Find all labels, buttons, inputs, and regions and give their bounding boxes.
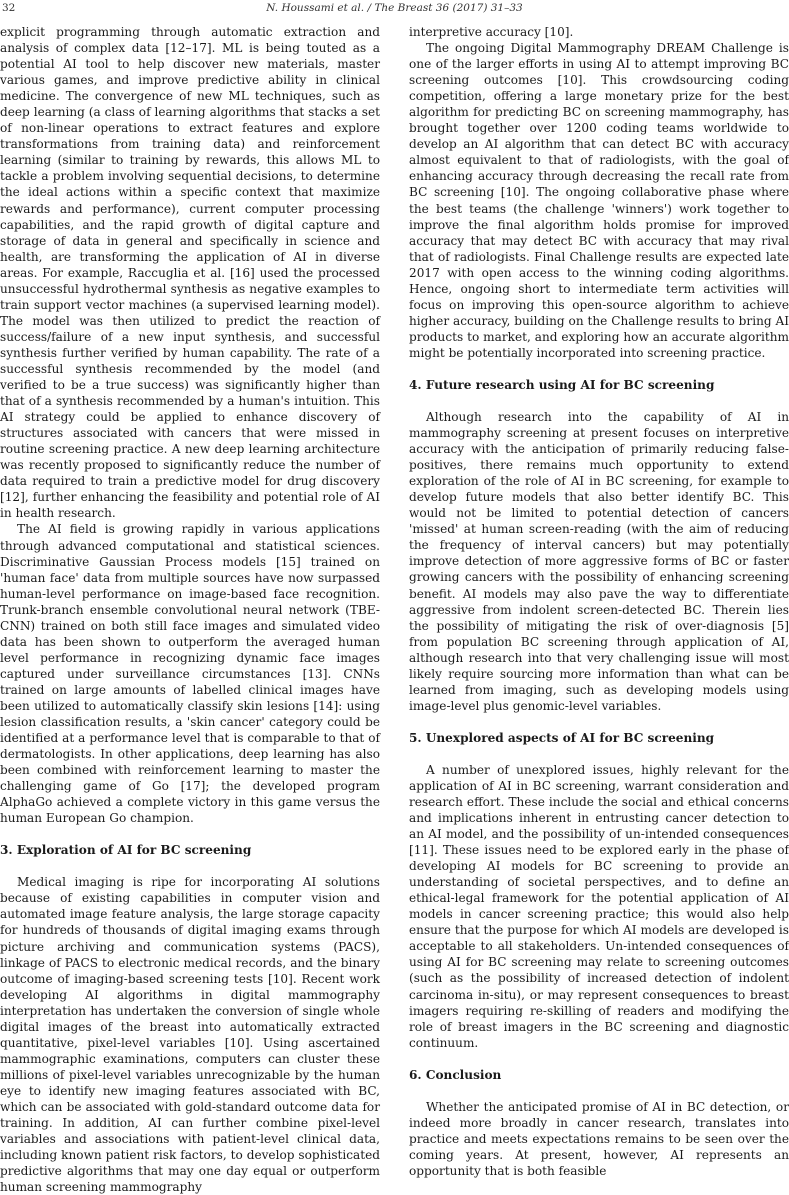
- running-header: [0, 0, 789, 22]
- left-paragraph-2: The AI field is growing rapidly in various applications through advanced computational and statistical sciences. Discriminative Gaussian Process models [15] trained on 'human face' data from multiple sources have now surpassed human-level performance on image-based face recognition. Trunk-branch ensemble convolutional neural network (TBE-CNN) trained on both still face images and simulated video data has been shown to outperform the averaged human level performance in recognizing dynamic face images captured under surveillance circumstances [13]. CNNs trained on large amounts of labelled clinical images have been utilized to automatically classify skin lesions [14]: using lesion classification results, a 'skin cancer' category could be identified at a performance level that is comparable to that of dermatologists. In other applications, deep learning has also been combined with reinforcement learning to master the challenging game of Go [17]; the developed program AlphaGo achieved a complete victory in this game versus the human European Go champion.: [0, 522, 380, 826]
- right-paragraph-2: Although research into the capability of AI in mammography screening at present focuses on interpretive accuracy with the anticipation of primarily reducing false-positives, there remains much opportunity to extend exploration of the role of AI in BC screening, for example to develop future models that also better identify BC. This would not be limited to potential detection of cancers 'missed' at human screen-reading (with the aim of reducing the frequency of interval cancers) but may potentially improve detection of more aggressive forms of BC or faster growing cancers with the possibility of enhancing screening benefit. AI models may also pave the way to differentiate aggressive from indolent screen-detected BC. Therein lies the possibility of mitigating the risk of over-diagnosis [5] from population BC screening through application of AI, although research into that very challenging issue will most likely require sourcing more information than what can be learned from imaging, such as developing models using image-level plus genomic-level variables.: [409, 409, 789, 713]
- left-paragraph-3: Medical imaging is ripe for incorporating AI solutions because of existing capabilities in computer vision and automated image feature analysis, the large storage capacity for hundreds of thousands of digital imaging exams through picture archiving and communication systems (PACS), linkage of PACS to electronic medical records, and the binary outcome of imaging-based screening tests [10]. Recent work developing AI algorithms in digital mammography interpretation has undertaken the conversion of single whole digital images of the breast into automatically extracted quantitative, pixel-level variables [10]. Using ascertained mammographic examinations, computers can cluster these millions of pixel-level variables unrecognizable by the human eye to identify new imaging features associated with BC, which can be associated with gold-standard outcome data for training. In addition, AI can further combine pixel-level variables and associations with patient-level clinical data, including known patient risk factors, to develop sophisticated predictive algorithms that may one day equal or outperform human screening mammography: [0, 875, 380, 1195]
- page-number: 32: [2, 2, 16, 14]
- right-paragraph-4: Whether the anticipated promise of AI in BC detection, or indeed more broadly in cancer research, translates into practice and meets expectations remains to be seen over the coming years. At present, however, AI represents an opportunity that is both feasible: [409, 1099, 789, 1178]
- right-column: [409, 24, 789, 1179]
- right-paragraph-1: The ongoing Digital Mammography DREAM Challenge is one of the larger efforts in using AI to attempt improving BC screening outcomes [10]. This crowdsourcing coding competition, offering a large monetary prize for the best algorithm for predicting BC on screening mammography, has brought together over 1200 coding teams worldwide to develop an AI algorithm that can detect BC with accuracy almost equivalent to that of radiologists, with the goal of enhancing accuracy through decreasing the recall rate from BC screening [10]. The ongoing collaborative phase where the best teams (the challenge 'winners') work together to improve the final algorithm holds promise for improved accuracy that may detect BC with accuracy that may rival that of radiologists. Final Challenge results are expected late 2017 with open access to the winning coding algorithms. Hence, ongoing short to intermediate term activities will focus on improving this open-source algorithm to achieve higher accuracy, building on the Challenge results to bring AI products to market, and exploring how an accurate algorithm might be potentially incorporated into screening practice.: [409, 41, 789, 360]
- left-column: [0, 24, 380, 1195]
- section-5-heading: 5. Unexplored aspects of AI for BC screening: [409, 730, 715, 745]
- right-paragraph-3: A number of unexplored issues, highly relevant for the application of AI in BC screening, warrant consideration and research effort. These include the social and ethical concerns and implications inherent in entrusting cancer detection to an AI model, and the possibility of un-intended consequences [11]. These issues need to be explored early in the phase of developing AI models for BC screening to provide an understanding of societal perspectives, and to define an ethical-legal framework for the potential application of AI models in cancer screening practice; this would also help ensure that the purpose for which AI models are developed is acceptable to all stakeholders. Un-intended consequences of using AI for BC screening may relate to screening outcomes (such as the possibility of increased detection of indolent carcinoma in-situ), or may represent consequences to breast imagers requiring re-skilling of readers and modifying the role of breast imagers in the BC screening and diagnostic continuum.: [409, 762, 789, 1050]
- right-paragraph-0: interpretive accuracy [10].: [409, 25, 574, 39]
- running-title: N. Houssami et al. / The Breast 36 (2017) 31–33: [266, 2, 523, 14]
- left-paragraph-1: explicit programming through automatic extraction and analysis of complex data [12–17]. ML is being touted as a potential AI tool to help discover new materials, master various games, and improve predictive ability in clinical medicine. The convergence of new ML techniques, such as deep learning (a class of learning algorithms that stacks a set of non-linear operations to extract features and explore transformations from training data) and reinforcement learning (similar to training by rewards, this allows ML to tackle a problem involving sequential decisions, to determine the ideal actions within a specific context that maximize rewards and performance), current computer processing capabilities, and the rapid growth of digital capture and storage of data in general and specifically in science and health, are transforming the application of AI in diverse areas. For example, Raccuglia et al. [16] used the processed unsuccessful hydrothermal synthesis as negative examples to train support vector machines (a supervised learning model). The model was then utilized to predict the reaction of success/failure of a new input synthesis, and successful synthesis further verified by human capability. The rate of a successful synthesis recommended by the model (and verified to be a true success) was significantly higher than that of a synthesis recommended by a human's intuition. This AI strategy could be applied to enhance discovery of structures associated with cancers that were missed in routine screening practice. A new deep learning architecture was recently proposed to significantly reduce the number of data required to train a predictive model for drug discovery [12], further enhancing the feasibility and potential role of AI in health research.: [0, 25, 380, 521]
- section-6-heading: 6. Conclusion: [409, 1067, 502, 1082]
- section-4-heading: 4. Future research using AI for BC screening: [409, 377, 715, 392]
- section-3-heading: 3. Exploration of AI for BC screening: [0, 843, 252, 858]
